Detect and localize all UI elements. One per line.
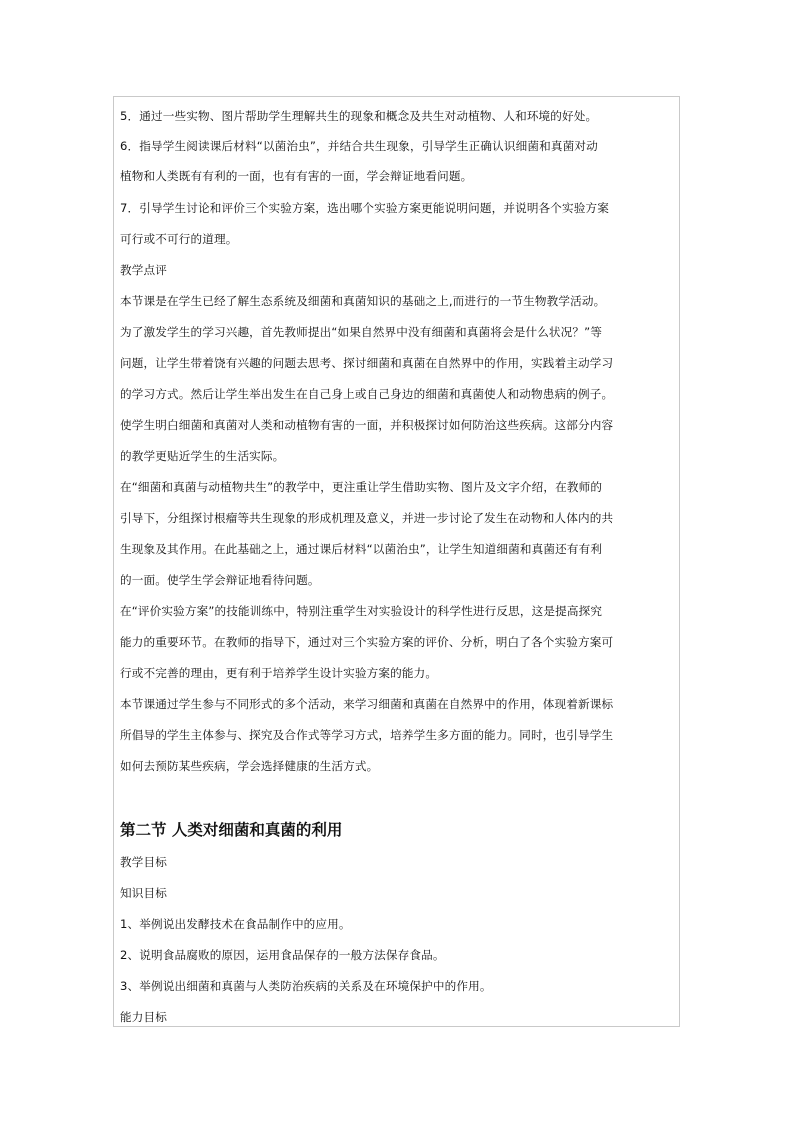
text-line: 在“细菌和真菌与动植物共生”的教学中，更注重让学生借助实物、图片及文字介绍，在教师的 — [120, 480, 603, 494]
text-line: 的学习方式。然后让学生举出发生在自己身上或自己身边的细菌和真菌使人和动物患病的例子。 — [120, 387, 614, 401]
text-line: 如何去预防某些疾病，学会选择健康的生活方式。 — [120, 759, 379, 773]
text-line: 的一面。使学生学会辩证地看待问题。 — [120, 573, 320, 587]
subheading-teaching-review: 教学点评 — [120, 263, 167, 277]
text-line: 可行或不可行的道理。 — [120, 232, 238, 246]
text-line: 在“评价实验方案”的技能训练中，特别注重学生对实验设计的科学性进行反思，这是提高探究 — [120, 604, 603, 618]
text-line: 所倡导的学生主体参与、探究及合作式等学习方式，培养学生多方面的能力。同时，也引导学生 — [120, 728, 614, 742]
subheading-teaching-goals: 教学目标 — [120, 855, 167, 869]
text-line: 本节课通过学生参与不同形式的多个活动，来学习细菌和真菌在自然界中的作用，体现着新课标 — [120, 697, 614, 711]
text-line: 5．通过一些实物、图片帮助学生理解共生的现象和概念及共生对动植物、人和环境的好处。 — [120, 109, 598, 123]
text-line: 能力的重要环节。在教师的指导下，通过对三个实验方案的评价、分析，明白了各个实验方案可 — [120, 635, 614, 649]
subheading-ability-goals: 能力目标 — [120, 1010, 167, 1024]
text-line: 引导下，分组探讨根瘤等共生现象的形成机理及意义，并进一步讨论了发生在动物和人体内的共 — [120, 511, 614, 525]
text-line: 为了激发学生的学习兴趣，首先教师提出“如果自然界中没有细菌和真菌将会是什么状况？”等 — [120, 325, 603, 339]
text-line: 问题，让学生带着饶有兴趣的问题去思考、探讨细菌和真菌在自然界中的作用，实践着主动学习 — [120, 356, 614, 370]
text-line: 7．引导学生讨论和评价三个实验方案，选出哪个实验方案更能说明问题，并说明各个实验方案 — [120, 201, 610, 215]
section-heading: 第二节 人类对细菌和真菌的利用 — [120, 820, 343, 839]
text-line: 行或不完善的理由，更有利于培养学生设计实验方案的能力。 — [120, 666, 438, 680]
list-item: 1、举例说出发酵技术在食品制作中的应用。 — [120, 917, 351, 931]
text-line: 使学生明白细菌和真菌对人类和动植物有害的一面，并积极探讨如何防治这些疾病。这部分内容 — [120, 418, 614, 432]
list-item: 3、举例说出细菌和真菌与人类防治疾病的关系及在环境保护中的作用。 — [120, 979, 492, 993]
list-item: 2、说明食品腐败的原因，运用食品保存的一般方法保存食品。 — [120, 948, 445, 962]
text-line: 植物和人类既有有利的一面，也有有害的一面，学会辩证地看问题。 — [120, 169, 473, 183]
text-line: 6．指导学生阅读课后材料“以菌治虫”，并结合共生现象，引导学生正确认识细菌和真菌对动 — [120, 139, 598, 153]
subheading-knowledge-goals: 知识目标 — [120, 886, 167, 900]
text-line: 本节课是在学生已经了解生态系统及细菌和真菌知识的基础之上,而进行的一节生物教学活动。 — [120, 294, 606, 308]
document-frame — [113, 96, 680, 1027]
text-line: 生现象及其作用。在此基础之上，通过课后材料“以菌治虫”，让学生知道细菌和真菌还有有利 — [120, 542, 603, 556]
text-line: 的教学更贴近学生的生活实际。 — [120, 449, 285, 463]
